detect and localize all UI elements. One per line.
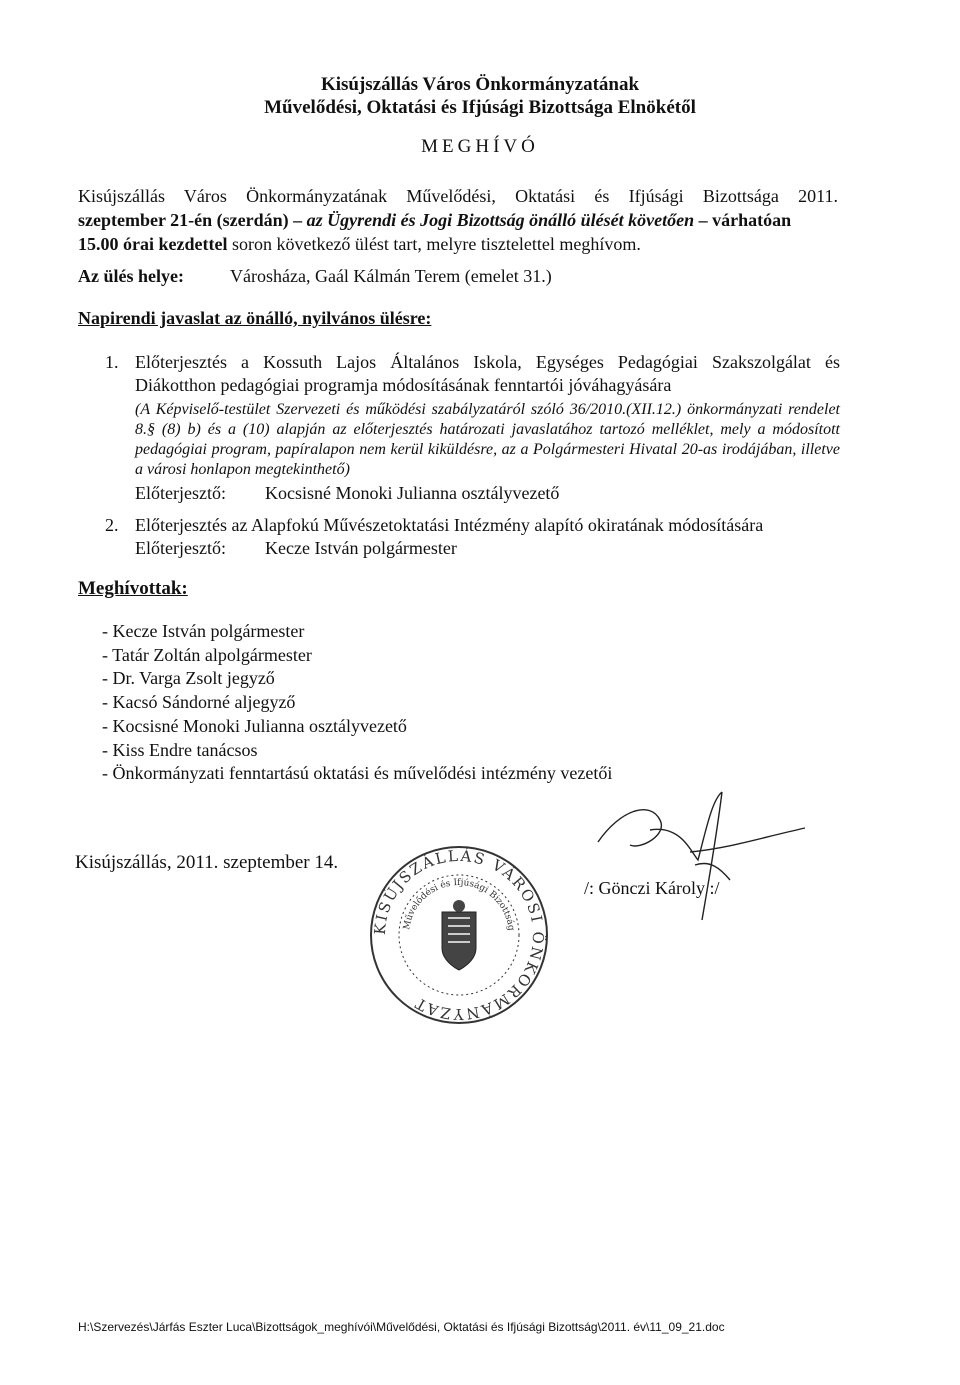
header-line-2: Művelődési, Oktatási és Ifjúsági Bizottsága Elnökétől bbox=[264, 97, 696, 118]
presenter-label: Előterjesztő: bbox=[135, 483, 226, 503]
signer-name: /: Gönczi Károly :/ bbox=[584, 878, 720, 898]
invitees-heading: Meghívottak: bbox=[78, 578, 188, 599]
intro-date: szeptember 21-én (szerdán) – bbox=[78, 210, 307, 230]
invitees-list bbox=[102, 620, 612, 786]
document-title: MEGHÍVÓ bbox=[421, 136, 539, 157]
intro-line-1: Kisújszállás Város Önkormányzatának Művelődési, Oktatási és Ifjúsági Bizottsága 2011. bbox=[78, 186, 838, 206]
intro-paragraph bbox=[78, 184, 838, 256]
svg-text:KISÚJSZÁLLÁS VÁROSI ÖNKORMÁNYZ: KISÚJSZÁLLÁS VÁROSI ÖNKORMÁNYZAT bbox=[370, 846, 548, 1024]
agenda-item-presenter bbox=[135, 537, 840, 560]
location-label: Az ülés helye: bbox=[78, 266, 184, 286]
intro-start-time: 15.00 órai kezdettel bbox=[78, 234, 228, 254]
agenda-item-title-line-1: Előterjesztés a Kossuth Lajos Általános Iskola, Egységes Pedagógiai Szakszolgálat és bbox=[135, 352, 840, 372]
intro-expected: – várhatóan bbox=[694, 210, 792, 230]
file-path-footer: H:\Szervezés\Járfás Eszter Luca\Bizottságok_meghívói\Művelődési, Oktatási és Ifjúsági Bizottság\2011. év\11_09_21.doc bbox=[78, 1320, 725, 1334]
agenda-item-number: 2. bbox=[105, 515, 119, 535]
invitee-item: - Önkormányzati fenntartású oktatási és művelődési intézmény vezetői bbox=[102, 763, 613, 784]
place-and-date: Kisújszállás, 2011. szeptember 14. bbox=[75, 852, 339, 873]
presenter-name: Kecze István polgármester bbox=[265, 538, 457, 558]
invitee-item: - Tatár Zoltán alpolgármester bbox=[102, 644, 312, 665]
header-line-1: Kisújszállás Város Önkormányzatának bbox=[320, 74, 640, 95]
agenda-item-1 bbox=[105, 351, 840, 505]
intro-line-2 bbox=[78, 208, 838, 232]
invitee-item: - Kiss Endre tanácsos bbox=[102, 739, 258, 760]
location-value: Városháza, Gaál Kálmán Terem (emelet 31.) bbox=[230, 266, 552, 286]
intro-after-committee: az Ügyrendi és Jogi Bizottság önálló ülését követően bbox=[306, 210, 695, 230]
handwritten-signature bbox=[590, 790, 810, 930]
agenda-item-number: 1. bbox=[105, 352, 119, 372]
agenda-item-presenter bbox=[135, 482, 840, 505]
invitee-item: - Kocsisné Monoki Julianna osztályvezető bbox=[102, 715, 407, 736]
intro-invitation: soron következő ülést tart, melyre tisztelettel meghívom. bbox=[227, 234, 641, 254]
agenda-heading: Napirendi javaslat az önálló, nyilvános ülésre: bbox=[78, 308, 432, 328]
presenter-name: Kocsisné Monoki Julianna osztályvezető bbox=[265, 483, 560, 503]
agenda-item-2 bbox=[105, 514, 840, 560]
agenda-item-title-line-2: Diákotthon pedagógiai programja módosításának fenntartói jóváhagyására bbox=[135, 375, 672, 395]
invitee-item: - Kacsó Sándorné aljegyző bbox=[102, 692, 296, 713]
svg-text:Művelődési és Ifjúsági Bizotts: Művelődési és Ifjúsági Bizottság bbox=[402, 877, 516, 932]
agenda-item-title-line-1: Előterjesztés az Alapfokú Művészetoktatási Intézmény alapító okiratának módosítására bbox=[135, 515, 764, 535]
intro-line-3 bbox=[78, 232, 838, 256]
agenda-item-note: (A Képviselő-testület Szervezeti és működési szabályzatáról szóló 36/2010.(XII.12.) önkormányzati rendelet 8.§ (8) b) és a (10) alapján az előterjesztés határozati javaslatához tartozó melléklet, mely a módosított pedagógiai program, papíralapon nem kerül kiküldésre, az a Polgármesteri Hivatal 20-as irodájában, illetve a városi honlapon megtekinthető) bbox=[135, 401, 840, 478]
official-round-stamp bbox=[364, 840, 554, 1030]
presenter-label: Előterjesztő: bbox=[135, 538, 226, 558]
invitee-item: - Kecze István polgármester bbox=[102, 621, 305, 641]
invitee-item: - Dr. Varga Zsolt jegyző bbox=[102, 668, 275, 689]
